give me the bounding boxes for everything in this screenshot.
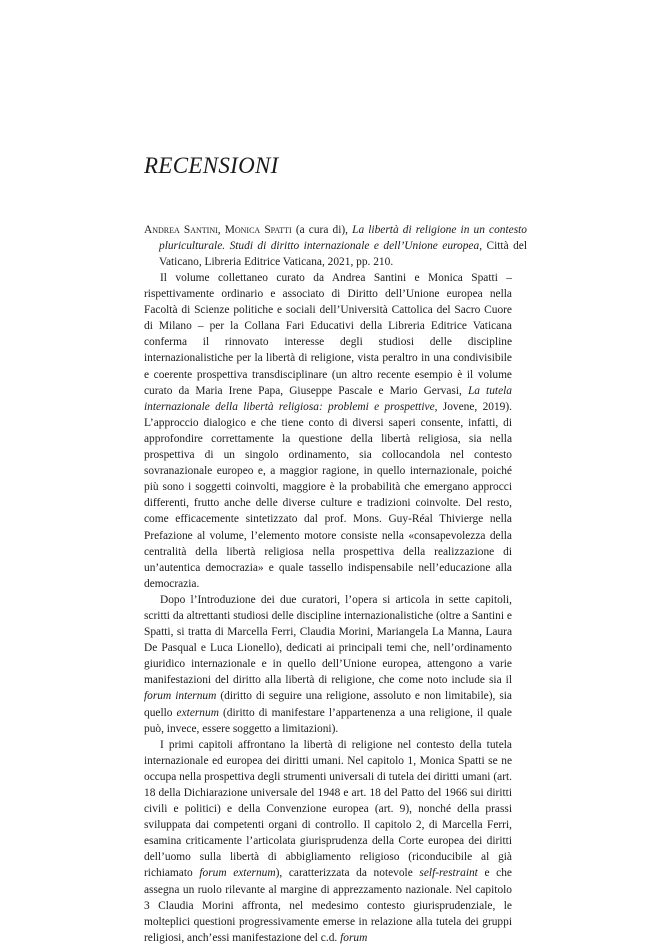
text-run: , Jovene, 2019). L’approccio dialogico e che tiene conto di diversi saperi consente, infatti, di approfondire correttamente la questione della libertà religiosa, sia nella prospettiva di un singolo ordinamento, sia collocandola nel contesto sovranazionale europeo e, a maggior ragione, in quello internazionale, poiché più sono i soggetti coinvolti, maggiore è la probabilità che emergano approcci differenti, frutto anche delle diverse culture e tradizioni coinvolte. Del resto, come efficacemente sintetizzato dal prof. Mons. Guy-Réal Thivierge nella Prefazione al volume, l’elemento motore consiste nella «consapevolezza della centralità della libertà religiosa nella prospettiva della realizzazione di un’autentica democrazia» e quale tassello indispensabile nell’educazione alla democrazia.: [144, 400, 512, 590]
latin-term: forum: [340, 931, 368, 944]
latin-term: externum: [176, 706, 219, 719]
text-run: I primi capitoli affrontano la libertà di religione nel contesto della tutela internazionale ed europea dei diritti umani. Nel capitolo 1, Monica Spatti se ne occupa nella prospettiva degli strumenti universali di tutela dei diritti umani (art. 18 della Dichiarazione universale del 1948 e art. 18 del Patto del 1966 sui diritti civili e politici) e della Convenzione europea (art. 9), nonché della prassi sviluppata dai competenti organi di controllo. Il capitolo 2, di Marcella Ferri, esamina criticamente l’articolata giurisprudenza della Corte europea dei diritti dell’uomo sulla libertà di abbigliamento religioso (riconducibile al già richiamato: [144, 738, 512, 880]
text-run: Il volume collettaneo curato da Andrea Santini e Monica Spatti – rispettivamente ordinario e associato di Diritto dell’Unione europea nella Facoltà di Scienze politiche e sociali dell’Università Cattolica del Sacro Cuore di Milano – per la Collana Fari Educativi della Libreria Editrice Vaticana conferma il rinnovato interesse degli studiosi delle discipline internazionalistiche per la libertà di religione, vista peraltro in una condivisibile e coerente prospettiva transdisciplinare (un altro recente esempio è il volume curato da Maria Irene Papa, Giuseppe Pascale e Mario Gervasi,: [144, 272, 512, 397]
latin-term: forum internum: [144, 690, 217, 703]
book-title: La libertà di religione in un contesto pluriculturale. Studi di diritto internazionale e dell’Unione europea: [159, 224, 527, 252]
paragraph: [144, 737, 512, 946]
publisher-info: , Città del Vaticano, Libreria Editrice Vaticana, 2021, pp. 210.: [159, 240, 527, 268]
english-term: self-restraint: [419, 867, 478, 880]
text-run: Dopo l’Introduzione dei due curatori, l’opera si articola in sette capitoli, scritti da altrettanti studiosi delle discipline internazionalistiche (oltre a Santini e Spatti, si tratta di Marcella Ferri, Claudia Morini, Mariangela La Manna, Laura De Pasqual e Luca Lionello), dedicati ai principali temi che, nell’ordinamento giuridico internazionale e in quello dell’Unione europea, attengono a varie manifestazioni del diritto alla libertà di religione, che come noto include sia il: [144, 593, 512, 687]
editor-note: (a cura di),: [291, 224, 353, 236]
text-run: (diritto di seguire una religione, assoluto e non limitabile), sia quello: [144, 690, 512, 719]
bibliographic-reference: [144, 222, 527, 270]
paragraph: [144, 270, 512, 592]
text-run: e che assegna un ruolo rilevante al margine di apprezzamento nazionale. Nel capitolo 3 Claudia Morini affronta, nel medesimo contesto giurisprudenziale, le molteplici questioni progressivamente emerse in relazione alla tutela dei gruppi religiosi, anch’essi manifestazione del c.d.: [144, 867, 512, 944]
text-run: ), caratterizzata da notevole: [275, 867, 420, 880]
text-run: (diritto di manifestare l’appartenenza a una religione, il quale può, invece, essere soggetto a limitazioni).: [144, 706, 512, 735]
cited-title: La tutela internazionale della libertà religiosa: problemi e prospettive: [144, 384, 512, 413]
latin-term: forum externum: [199, 867, 276, 880]
review-body: [144, 270, 512, 946]
section-heading: RECENSIONI: [144, 153, 279, 178]
paragraph: [144, 592, 512, 737]
book-authors: Andrea Santini, Monica Spatti: [144, 224, 292, 236]
